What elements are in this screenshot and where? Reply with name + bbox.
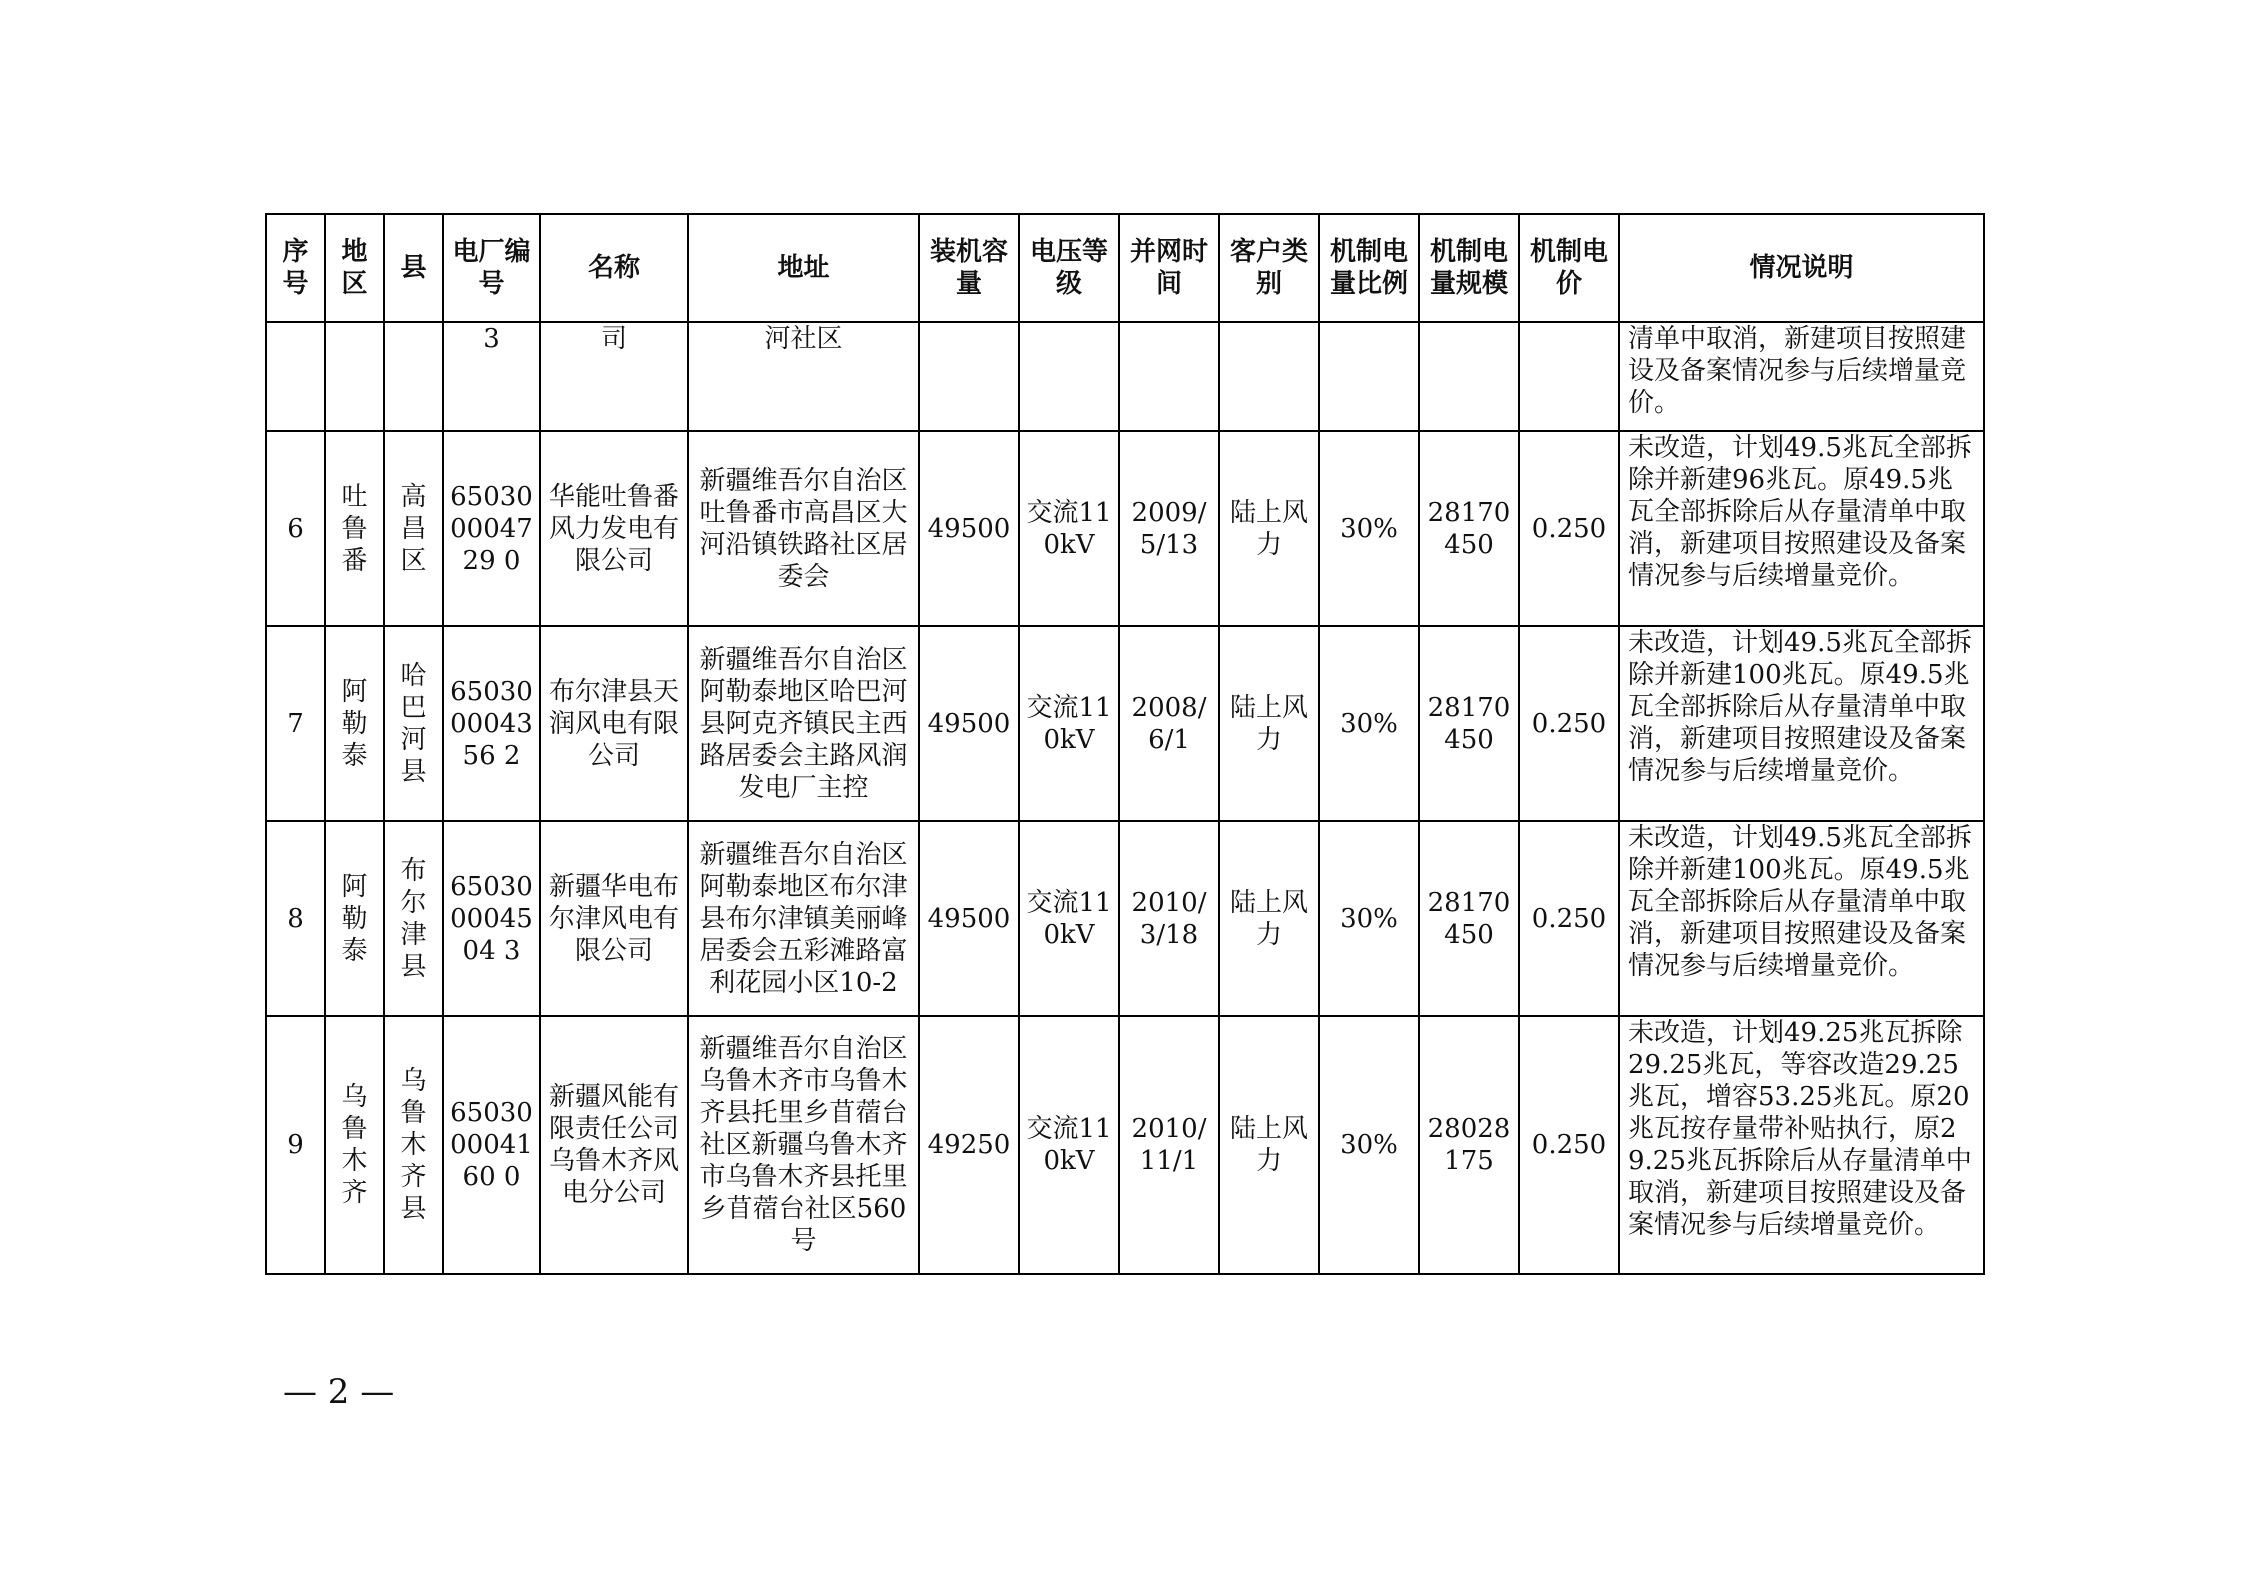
table-cell: 0.250 — [1519, 431, 1619, 626]
column-header: 序号 — [266, 214, 325, 322]
table-cell: 2010/3/18 — [1119, 821, 1219, 1016]
table-cell: 布尔津县天润风电有限公司 — [540, 626, 688, 821]
table-cell: 2010/11/1 — [1119, 1016, 1219, 1274]
column-header: 机制电价 — [1519, 214, 1619, 322]
table-cell: 2008/6/1 — [1119, 626, 1219, 821]
table-cell: 未改造，计划49.5兆瓦全部拆除并新建96兆瓦。原49.5兆瓦全部拆除后从存量清单中取消，新建项目按照建设及备案情况参与后续增量竞价。 — [1619, 431, 1984, 626]
table-cell — [919, 322, 1019, 431]
table-cell: 交流110kV — [1019, 1016, 1119, 1274]
table-cell: 未改造，计划49.5兆瓦全部拆除并新建100兆瓦。原49.5兆瓦全部拆除后从存量清单中取消，新建项目按照建设及备案情况参与后续增量竞价。 — [1619, 626, 1984, 821]
table-cell: 高昌区 — [384, 431, 443, 626]
column-header: 情况说明 — [1619, 214, 1984, 322]
table-cell: 华能吐鲁番风力发电有限公司 — [540, 431, 688, 626]
column-header: 电厂编号 — [443, 214, 540, 322]
column-header: 装机容量 — [919, 214, 1019, 322]
column-header: 客户类别 — [1219, 214, 1319, 322]
table-cell: 清单中取消，新建项目按照建设及备案情况参与后续增量竞价。 — [1619, 322, 1984, 431]
table-cell: 8 — [266, 821, 325, 1016]
page-number: — 2 — — [283, 1372, 395, 1412]
table-cell: 阿勒泰 — [325, 626, 384, 821]
table-cell: 新疆维吾尔自治区阿勒泰地区哈巴河县阿克齐镇民主西路居委会主路风润发电厂主控 — [688, 626, 919, 821]
table-cell: 0.250 — [1519, 1016, 1619, 1274]
table-cell: 9 — [266, 1016, 325, 1274]
table-cell: 阿勒泰 — [325, 821, 384, 1016]
column-header: 机制电量比例 — [1319, 214, 1419, 322]
table-cell: 陆上风力 — [1219, 431, 1319, 626]
table-cell: 交流110kV — [1019, 821, 1119, 1016]
table-cell: 2009/5/13 — [1119, 431, 1219, 626]
table-cell: 未改造，计划49.25兆瓦拆除29.25兆瓦，等容改造29.25兆瓦，增容53.25兆瓦。原20兆瓦按存量带补贴执行，原29.25兆瓦拆除后从存量清单中取消，新建项目按照建设及备案情况参与后续增量竞价。 — [1619, 1016, 1984, 1274]
table-cell: 650300004160 0 — [443, 1016, 540, 1274]
table-cell: 河社区 — [688, 322, 919, 431]
table-cell: 吐鲁番 — [325, 431, 384, 626]
table-cell: 交流110kV — [1019, 626, 1119, 821]
table-cell — [325, 322, 384, 431]
table-cell: 650300004356 2 — [443, 626, 540, 821]
table-cell: 30% — [1319, 431, 1419, 626]
table-cell: 乌鲁木齐 — [325, 1016, 384, 1274]
table-cell: 650300004729 0 — [443, 431, 540, 626]
table-cell: 49500 — [919, 821, 1019, 1016]
table-cell: 新疆维吾尔自治区吐鲁番市高昌区大河沿镇铁路社区居委会 — [688, 431, 919, 626]
table-cell: 30% — [1319, 626, 1419, 821]
table-cell: 28170450 — [1419, 626, 1519, 821]
table-cell — [266, 322, 325, 431]
table-cell — [1219, 322, 1319, 431]
table-cell: 新疆华电布尔津风电有限公司 — [540, 821, 688, 1016]
table-cell: 新疆维吾尔自治区阿勒泰地区布尔津县布尔津镇美丽峰居委会五彩滩路富利花园小区10-2 — [688, 821, 919, 1016]
column-header: 并网时间 — [1119, 214, 1219, 322]
table-cell: 交流110kV — [1019, 431, 1119, 626]
table-cell: 布尔津县 — [384, 821, 443, 1016]
table-cell: 陆上风力 — [1219, 626, 1319, 821]
table-cell: 30% — [1319, 1016, 1419, 1274]
table-cell: 新疆维吾尔自治区乌鲁木齐市乌鲁木齐县托里乡苜蓿台社区新疆乌鲁木齐市乌鲁木齐县托里乡苜蓿台社区560号 — [688, 1016, 919, 1274]
table-cell: 7 — [266, 626, 325, 821]
column-header: 电压等级 — [1019, 214, 1119, 322]
power-plant-table — [265, 213, 1985, 1275]
table-cell: 49500 — [919, 626, 1019, 821]
table-cell — [1119, 322, 1219, 431]
column-header: 名称 — [540, 214, 688, 322]
table-row — [266, 431, 1984, 626]
table-row — [266, 1016, 1984, 1274]
table-cell: 0.250 — [1519, 626, 1619, 821]
table-cell: 新疆风能有限责任公司乌鲁木齐风电分公司 — [540, 1016, 688, 1274]
table-cell — [1519, 322, 1619, 431]
table-cell — [1019, 322, 1119, 431]
column-header: 地区 — [325, 214, 384, 322]
table-cell: 49250 — [919, 1016, 1019, 1274]
column-header: 机制电量规模 — [1419, 214, 1519, 322]
table-cell: 49500 — [919, 431, 1019, 626]
table-cell: 陆上风力 — [1219, 821, 1319, 1016]
table-cell: 28028175 — [1419, 1016, 1519, 1274]
header-row — [266, 214, 1984, 322]
table-cell: 28170450 — [1419, 431, 1519, 626]
table-row — [266, 821, 1984, 1016]
table-row — [266, 322, 1984, 431]
table-cell: 0.250 — [1519, 821, 1619, 1016]
table-cell: 陆上风力 — [1219, 1016, 1319, 1274]
table-cell — [1419, 322, 1519, 431]
table-cell: 司 — [540, 322, 688, 431]
table-cell: 哈巴河县 — [384, 626, 443, 821]
table-cell: 650300004504 3 — [443, 821, 540, 1016]
table-cell: 6 — [266, 431, 325, 626]
table-cell: 未改造，计划49.5兆瓦全部拆除并新建100兆瓦。原49.5兆瓦全部拆除后从存量清单中取消，新建项目按照建设及备案情况参与后续增量竞价。 — [1619, 821, 1984, 1016]
table-cell: 28170450 — [1419, 821, 1519, 1016]
column-header: 县 — [384, 214, 443, 322]
column-header: 地址 — [688, 214, 919, 322]
table-cell: 30% — [1319, 821, 1419, 1016]
table-row — [266, 626, 1984, 821]
table-body — [266, 322, 1984, 1274]
table-cell — [1319, 322, 1419, 431]
table-cell: 3 — [443, 322, 540, 431]
table-cell: 乌鲁木齐县 — [384, 1016, 443, 1274]
table-cell — [384, 322, 443, 431]
